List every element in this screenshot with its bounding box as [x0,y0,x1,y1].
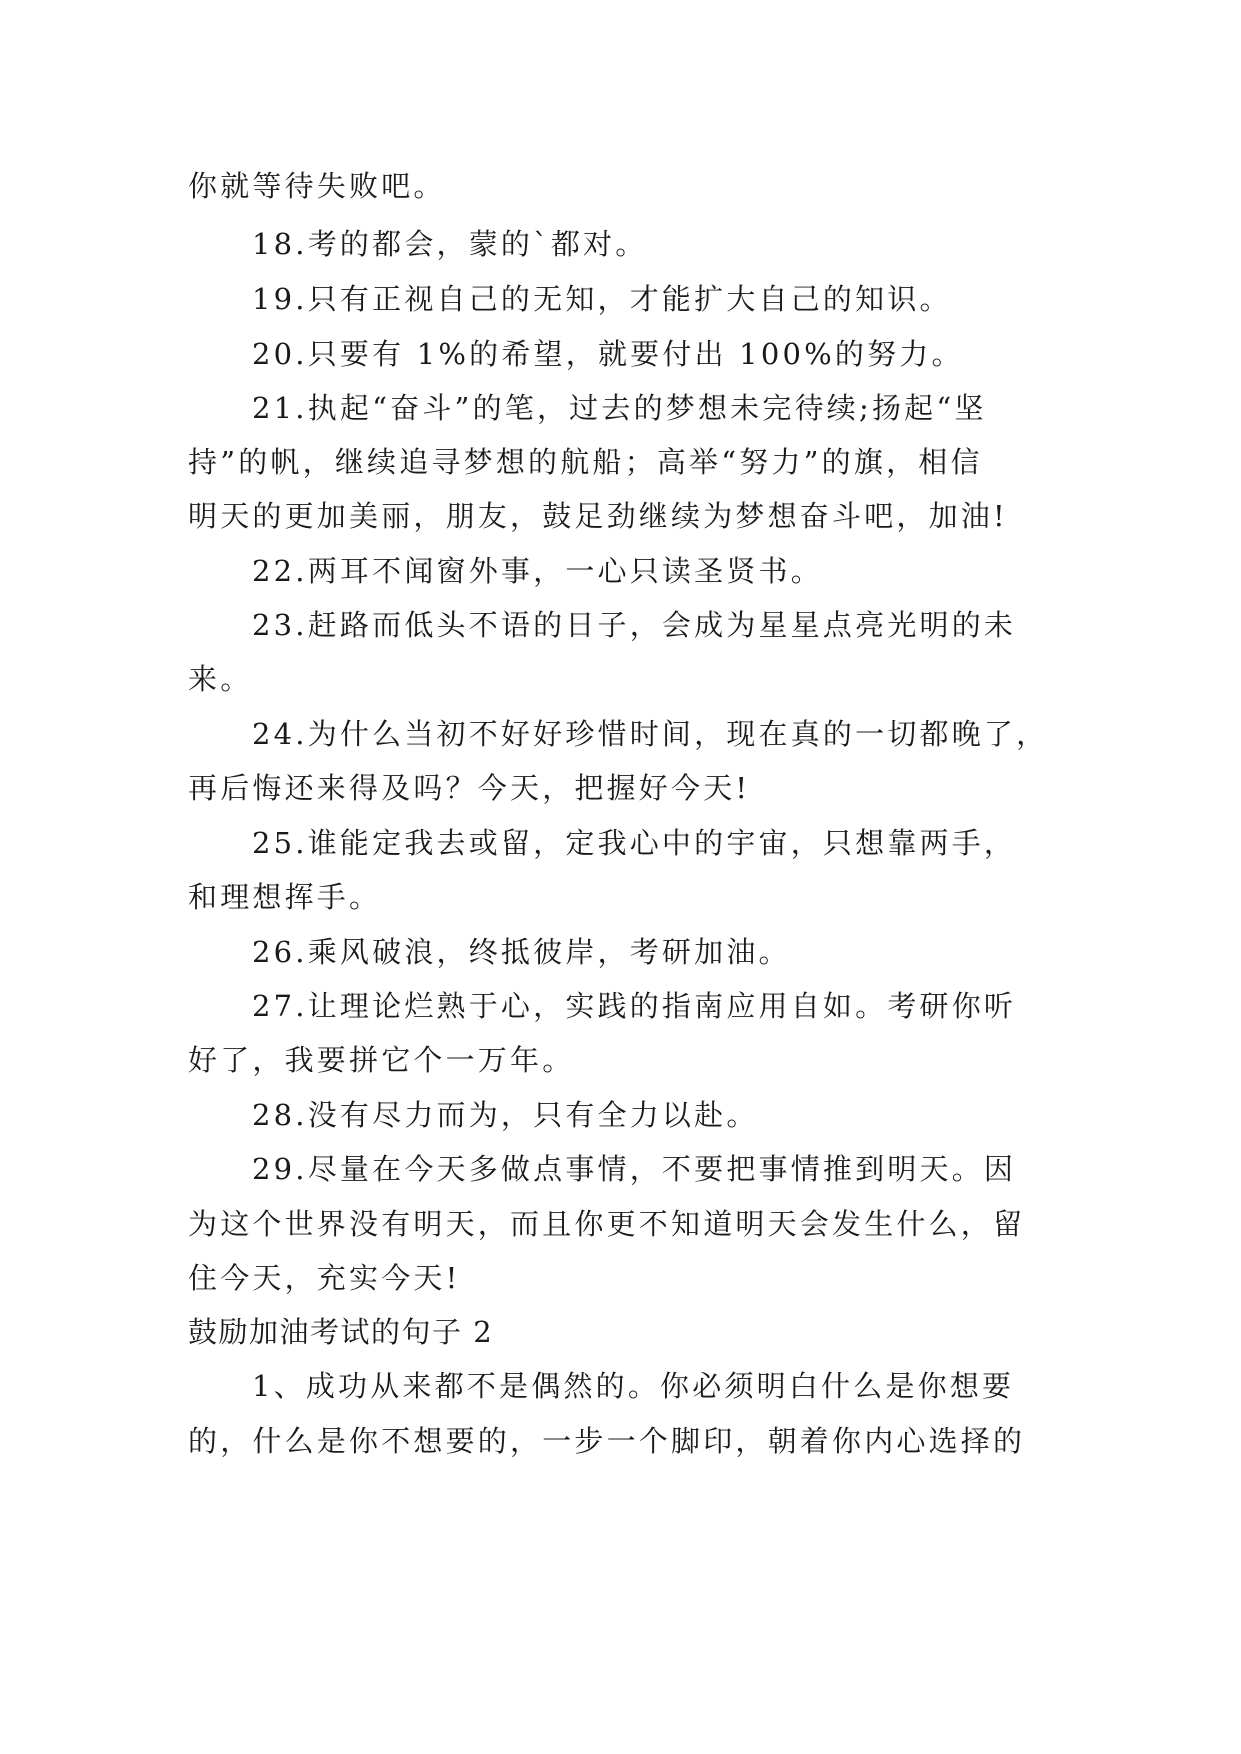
paragraph-line: 再后悔还来得及吗？今天，把握好今天! [188,771,751,805]
paragraph-line: 明天的更加美丽，朋友，鼓足劲继续为梦想奋斗吧，加油! [188,499,1008,533]
list-item-22: 22.两耳不闻窗外事，一心只读圣贤书。 [252,554,823,588]
list-item-19: 19.只有正视自己的无知，才能扩大自己的知识。 [252,282,952,316]
paragraph-line: 来。 [188,662,253,696]
list-item-24: 24.为什么当初不好好珍惜时间，现在真的一切都晚了， [252,717,1049,751]
paragraph-line: 持”的帆，继续追寻梦想的航船；高举“努力”的旗，相信 [188,445,983,479]
paragraph-line: 为这个世界没有明天，而且你更不知道明天会发生什么，留 [188,1207,1026,1241]
list-item-27: 27.让理论烂熟于心，实践的指南应用自如。考研你听 [252,989,1017,1023]
list-item-26: 26.乘风破浪，终抵彼岸，考研加油。 [252,935,791,969]
list-item-21: 21.执起“奋斗”的笔，过去的梦想未完待续;扬起“坚 [252,391,987,425]
paragraph-line: 的，什么是你不想要的，一步一个脚印，朝着你内心选择的 [188,1424,1026,1458]
paragraph-line: 和理想挥手。 [188,880,382,914]
paragraph-line: 住今天，充实今天! [188,1261,461,1295]
list-item-20: 20.只要有 1%的希望，就要付出 100%的努力。 [252,337,964,371]
list-item-25: 25.谁能定我去或留，定我心中的宇宙，只想靠两手， [252,826,1017,860]
list-item-23: 23.赶路而低头不语的日子，会成为星星点亮光明的未 [252,608,1017,642]
list-item-18: 18.考的都会，蒙的`都对。 [252,227,648,261]
paragraph-line: 你就等待失败吧。 [188,169,446,203]
list-item-1: 1、成功从来都不是偶然的。你必须明白什么是你想要 [252,1369,1015,1403]
list-item-28: 28.没有尽力而为，只有全力以赴。 [252,1098,759,1132]
section-heading: 鼓励加油考试的句子 2 [188,1315,494,1349]
paragraph-line: 好了，我要拼它个一万年。 [188,1043,575,1077]
list-item-29: 29.尽量在今天多做点事情，不要把事情推到明天。因 [252,1152,1017,1186]
